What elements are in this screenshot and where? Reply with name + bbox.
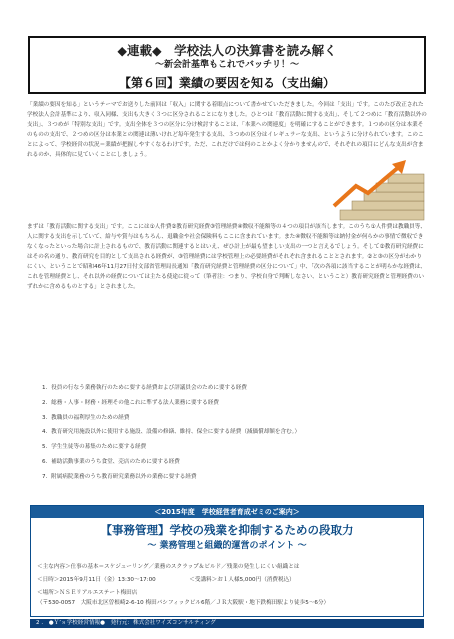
seminar-fee: ＜受講料＞お１人様5,000円（消費税込） — [189, 577, 295, 583]
paragraph: 「業績の要因を知る」というテーマでお送りした前回は「収入」に関する着眼点について書かせていただきました。今回は「支出」です。このたび改正された学校法人会計基準により、収入同様、支出も大きく３つに区分されることになりました。ひとつは「教育活動に関する支出」、そして２つめに「教育活動以外の支出」、３つめが「特別な支出」です。支出全体を３つの区分に分け検討することは、「本業への関連度」を明確にすることができます。１つめの区分は本業そのものの支出で、２つめの区分は本業との関連は薄いけれど毎年発生する支出、３つめの区分はイレギュラーな支出、というように分けられています。このことによって、学校経営の状況＝業績が把握しやすくなるわけです。ただ、これだけでは何のことかよく分かりませんので、それぞれの項目にどんな支出が含まれるのか、具体的に見ていくことにしましょう。 — [27, 102, 427, 158]
footer-bar: 2 ． ●Ｙ’ｓ学校経営情報● 発行元：株式会社ワイズコンサルティング — [30, 619, 424, 628]
article-header — [28, 36, 426, 94]
list-item: 4．教育研究用施設以外に使用する施設、設備の修繕、維持、保全に要する経費（減価償却額を含む。） — [42, 429, 301, 436]
seminar-content: ＜主な内容＞仕事の基本＝スケジューリング／業務のスクラップ＆ビルド／残業の発生しにくい組織とは — [37, 564, 300, 570]
seminar-address: （〒530-0057 大阪市北区曽根崎2-6-10 梅田パシフィックビル6階／ＪＲ大阪駅・地下鉄梅田駅より徒歩5～6分） — [37, 600, 330, 606]
seminar-date-fee — [37, 575, 417, 583]
list-item: 7．附属病院業務のうち教育研究業務以外の業務に要する経費 — [42, 473, 197, 480]
article-body-2 — [27, 222, 427, 292]
list-item: 2．総務・人事・財務・経理その他これに準ずる法人業務に要する経費 — [42, 399, 219, 406]
seminar-date: ＜日時＞2015年9月11日（金）13:30～17:00 — [37, 577, 156, 583]
seminar-banner: ＜2015年度 学校経営者育成ゼミのご案内＞ — [31, 506, 423, 518]
page-number: 2 — [36, 620, 40, 626]
list-item: 6．補助活動事業のうち食堂、売店のために要する経費 — [42, 458, 180, 465]
rising-stairs-illustration — [330, 160, 428, 222]
series-subtitle: ～新会計基準もこれでバッチリ！～ — [154, 60, 299, 70]
article-body-1 — [27, 100, 427, 160]
footer-publisher: ●Ｙ’ｓ学校経営情報● 発行元：株式会社ワイズコンサルティング — [48, 620, 216, 626]
management-expense-list — [42, 381, 422, 485]
episode-title: 【第６回】業績の要因を知る（支出編） — [118, 76, 335, 90]
list-item: 5．学生生徒等の募集のために要する経費 — [42, 444, 147, 451]
series-title: ◆連載◆ 学校法人の決算書を読み解く — [117, 43, 337, 58]
seminar-subtitle: ～ 業務管理と組織的運営のポイント ～ — [147, 541, 307, 551]
seminar-title: 【事務管理】学校の残業を抑制するための段取力 — [100, 523, 354, 537]
seminar-box — [30, 505, 424, 617]
paragraph: まずは「教育活動に関する支出」です。ここには①人件費②教育研究経費③管理経費④徴収不能額等の４つの項目が該当します。このうち①人件費は教職員等、人に関する支出を示していて、給与や賞与はもちろん、退職金や社会保険料もここに含まれています。また④徴収不能額等は納付金が何らかの事情で徴収できなくなったといった場合に計上されるもので、教育活動に関連するとはいえ、ぜひ計上が最も望ましい支出の一つと言えるでしょう。そして②教育研究経費にはその名の通り、教育研究を目的として支出される経費が、③管理経費には学校管理上の必要経費がそれぞれ含まれることとされます。②と③の区分がわかりにくい、ということで昭和46年11月27日付文部省管理局長通知「教育研究経費と管理経費の区分について」中、「次の各項に該当することが明らかな経費は、これを管理経費とし、それ以外の経費については主たる使途に従って（筆者注：つまり、学校自身で判断しなさい、ということ）教育研究経費と管理経費のいずれかに含めるものとする」とされました。 — [27, 224, 426, 290]
list-item: 1．役員の行なう業務執行のために要する経費および評議員会のために要する経費 — [42, 385, 247, 391]
seminar-venue: ＜場所＞ＮＳＥリアルエステート梅田店 — [37, 590, 138, 596]
list-item: 3．教職員の福利厚生のための経費 — [42, 414, 130, 421]
